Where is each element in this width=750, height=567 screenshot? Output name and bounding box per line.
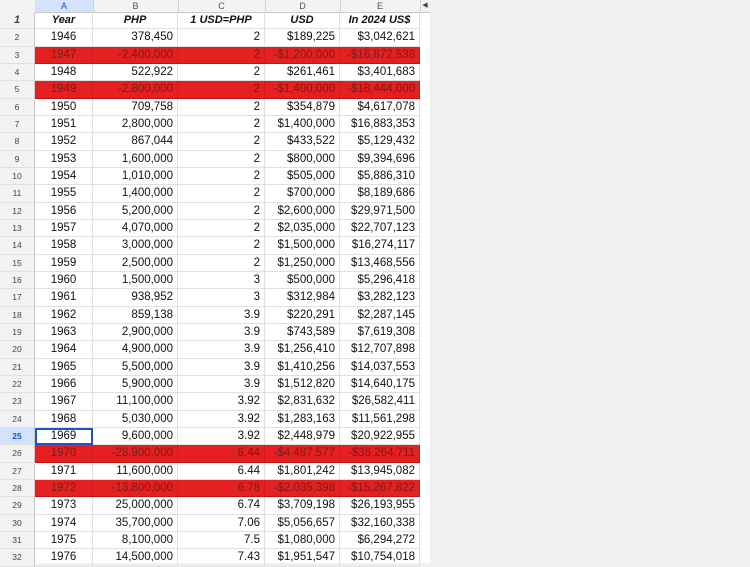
cell-php[interactable]: 4,900,000 (93, 341, 178, 358)
cell-rate[interactable]: 7.43 (178, 549, 265, 566)
cell-usd-2024[interactable]: $5,296,418 (340, 272, 420, 289)
cell-usd[interactable]: $189,225 (265, 29, 340, 46)
cell-year[interactable]: 1961 (35, 289, 93, 306)
cell-year[interactable]: 1971 (35, 463, 93, 480)
cell-usd[interactable]: $2,600,000 (265, 203, 340, 220)
cell-php[interactable]: 5,200,000 (93, 203, 178, 220)
row-number[interactable]: 1 (0, 12, 35, 29)
cell-year[interactable]: 1950 (35, 99, 93, 116)
cell-usd-2024[interactable]: $4,617,078 (340, 99, 420, 116)
cell-php[interactable]: 8,100,000 (93, 532, 178, 549)
cell-year[interactable]: 1952 (35, 133, 93, 150)
cell-usd[interactable]: $433,522 (265, 133, 340, 150)
row-number[interactable]: 19 (0, 324, 35, 341)
row-number[interactable]: 2 (0, 29, 35, 46)
table-row (0, 341, 430, 358)
row-number[interactable]: 3 (0, 47, 35, 64)
row-number[interactable]: 12 (0, 203, 35, 220)
cell-year[interactable]: 1957 (35, 220, 93, 237)
cell-rate[interactable]: 2 (178, 168, 265, 185)
cell-rate[interactable]: 6.44 (178, 463, 265, 480)
cell-usd-2024[interactable]: $2,287,145 (340, 307, 420, 324)
cell-rate[interactable]: 6.44 (178, 445, 265, 462)
header-usd-2024[interactable]: In 2024 US$ (340, 12, 420, 29)
cell-year[interactable]: 1954 (35, 168, 93, 185)
cell-rate[interactable]: 3.9 (178, 376, 265, 393)
cell-rate[interactable]: 3.9 (178, 324, 265, 341)
column-header-d[interactable]: D (265, 0, 341, 12)
table-row (0, 185, 430, 202)
cell-rate[interactable]: 3 (178, 272, 265, 289)
cell-year[interactable]: 1958 (35, 237, 93, 254)
cell-usd[interactable]: $354,879 (265, 99, 340, 116)
table-row (0, 220, 430, 237)
cell-year[interactable]: 1970 (35, 445, 93, 462)
cell-usd-2024[interactable]: $13,945,082 (340, 463, 420, 480)
cell-usd-2024[interactable]: $26,193,955 (340, 497, 420, 514)
row-number[interactable]: 20 (0, 341, 35, 358)
cell-usd[interactable]: $3,709,198 (265, 497, 340, 514)
cell-year[interactable]: 1951 (35, 116, 93, 133)
row-number[interactable]: 13 (0, 220, 35, 237)
table-row (0, 411, 430, 428)
table-row (0, 99, 430, 116)
cell-usd-2024[interactable]: $7,619,308 (340, 324, 420, 341)
cell-year[interactable]: 1974 (35, 515, 93, 532)
table-row (0, 307, 430, 324)
column-header-e[interactable]: E (340, 0, 421, 12)
cell-php[interactable]: 3,000,000 (93, 237, 178, 254)
table-row (0, 497, 430, 514)
cell-year[interactable]: 1975 (35, 532, 93, 549)
cell-usd[interactable]: $1,801,242 (265, 463, 340, 480)
cell-rate[interactable]: 2 (178, 220, 265, 237)
cell-php[interactable]: -28,900,000 (93, 445, 178, 462)
cell-usd[interactable]: $743,589 (265, 324, 340, 341)
cell-usd-2024[interactable]: $13,468,556 (340, 255, 420, 272)
row-number[interactable]: 15 (0, 255, 35, 272)
cell-rate[interactable]: 2 (178, 47, 265, 64)
row-number[interactable]: 27 (0, 463, 35, 480)
select-all-corner[interactable] (0, 0, 36, 12)
header-usd[interactable]: USD (265, 12, 340, 29)
cell-php[interactable]: 1,600,000 (93, 151, 178, 168)
table-row (0, 237, 430, 254)
cell-usd[interactable]: $1,400,000 (265, 116, 340, 133)
row-number[interactable]: 30 (0, 515, 35, 532)
cell-php[interactable]: 4,070,000 (93, 220, 178, 237)
cell-php[interactable]: -13,800,000 (93, 480, 178, 497)
table-row (0, 393, 430, 410)
row-number[interactable]: 8 (0, 133, 35, 150)
cell-php[interactable]: 938,952 (93, 289, 178, 306)
cell-rate[interactable]: 2 (178, 29, 265, 46)
cell-year[interactable]: 1948 (35, 64, 93, 81)
row-number[interactable]: 7 (0, 116, 35, 133)
cell-year[interactable]: 1963 (35, 324, 93, 341)
cell-usd[interactable]: $220,291 (265, 307, 340, 324)
cell-usd[interactable]: $1,951,547 (265, 549, 340, 566)
table-row (0, 532, 430, 549)
row-number[interactable]: 25 (0, 428, 35, 445)
cell-php[interactable]: -2,800,000 (93, 81, 178, 98)
cell-rate[interactable]: 3.9 (178, 307, 265, 324)
table-row (0, 133, 430, 150)
cell-usd[interactable]: -$1,400,000 (265, 81, 340, 98)
cell-rate[interactable]: 3 (178, 289, 265, 306)
row-number[interactable]: 24 (0, 411, 35, 428)
column-header-a[interactable]: A (35, 0, 94, 12)
triangle-left-icon[interactable]: ◀ (422, 2, 428, 9)
row-number[interactable]: 29 (0, 497, 35, 514)
cell-usd-2024[interactable]: $29,971,500 (340, 203, 420, 220)
cell-usd-2024[interactable]: $3,282,123 (340, 289, 420, 306)
cell-rate[interactable]: 3.92 (178, 411, 265, 428)
cell-usd-2024[interactable]: -$16,872,538 (340, 47, 420, 64)
cell-php[interactable]: 2,900,000 (93, 324, 178, 341)
cell-rate[interactable]: 3.92 (178, 428, 265, 445)
cell-usd-2024[interactable]: $26,582,411 (340, 393, 420, 410)
cell-rate[interactable]: 2 (178, 203, 265, 220)
cell-rate[interactable]: 2 (178, 185, 265, 202)
table-row (0, 168, 430, 185)
table-row (0, 549, 430, 566)
cell-year[interactable]: 1972 (35, 480, 93, 497)
cell-year[interactable]: 1956 (35, 203, 93, 220)
table-row-header (0, 12, 430, 29)
cell-usd[interactable]: $800,000 (265, 151, 340, 168)
cell-php[interactable]: 867,044 (93, 133, 178, 150)
cell-year[interactable]: 1965 (35, 359, 93, 376)
cell-usd[interactable]: $1,080,000 (265, 532, 340, 549)
cell-php[interactable]: 378,450 (93, 29, 178, 46)
cell-usd[interactable]: $1,256,410 (265, 341, 340, 358)
cell-rate[interactable]: 2 (178, 81, 265, 98)
row-number[interactable]: 10 (0, 168, 35, 185)
cell-rate[interactable]: 7.06 (178, 515, 265, 532)
cell-rate[interactable]: 2 (178, 151, 265, 168)
cell-usd-2024[interactable]: $3,401,683 (340, 64, 420, 81)
cell-usd[interactable]: $500,000 (265, 272, 340, 289)
cell-usd-2024[interactable]: -$15,267,822 (340, 480, 420, 497)
cell-year[interactable]: 1946 (35, 29, 93, 46)
cell-usd[interactable]: -$1,200,000 (265, 47, 340, 64)
cell-rate[interactable]: 3.92 (178, 393, 265, 410)
cell-year[interactable]: 1973 (35, 497, 93, 514)
cell-year[interactable]: 1964 (35, 341, 93, 358)
cell-usd[interactable]: $2,448,979 (265, 428, 340, 445)
row-number[interactable]: 18 (0, 307, 35, 324)
cell-usd[interactable]: -$4,487,577 (265, 445, 340, 462)
cell-rate[interactable]: 3.9 (178, 341, 265, 358)
cell-year[interactable]: 1969 (35, 428, 93, 445)
cell-rate[interactable]: 3.9 (178, 359, 265, 376)
cell-rate[interactable]: 2 (178, 116, 265, 133)
cell-usd[interactable]: $505,000 (265, 168, 340, 185)
cell-php[interactable]: 2,500,000 (93, 255, 178, 272)
table-row (0, 64, 430, 81)
cell-year[interactable]: 1953 (35, 151, 93, 168)
cell-usd[interactable]: $1,410,256 (265, 359, 340, 376)
cell-php[interactable]: 5,900,000 (93, 376, 178, 393)
cell-usd[interactable]: $1,512,820 (265, 376, 340, 393)
cell-year[interactable]: 1947 (35, 47, 93, 64)
cell-rate[interactable]: 2 (178, 255, 265, 272)
cell-php[interactable]: 14,500,000 (93, 549, 178, 566)
cell-usd[interactable]: $312,984 (265, 289, 340, 306)
cell-rate[interactable]: 2 (178, 237, 265, 254)
cell-usd-2024[interactable]: $5,886,310 (340, 168, 420, 185)
cell-usd-2024[interactable]: $10,754,018 (340, 549, 420, 566)
table-row (0, 376, 430, 393)
table-row (0, 81, 430, 98)
table-row (0, 463, 430, 480)
cell-rate[interactable]: 2 (178, 64, 265, 81)
row-number[interactable]: 5 (0, 81, 35, 98)
cell-year[interactable]: 1960 (35, 272, 93, 289)
cell-usd-2024[interactable]: $12,707,898 (340, 341, 420, 358)
cell-year[interactable]: 1967 (35, 393, 93, 410)
header-year[interactable]: Year (35, 12, 93, 29)
cell-usd[interactable]: $2,035,000 (265, 220, 340, 237)
cell-year[interactable]: 1966 (35, 376, 93, 393)
cell-php[interactable]: 2,800,000 (93, 116, 178, 133)
row-number[interactable]: 21 (0, 359, 35, 376)
table-row (0, 255, 430, 272)
table-row (0, 289, 430, 306)
row-number[interactable]: 28 (0, 480, 35, 497)
cell-usd-2024[interactable]: -$36,264,711 (340, 445, 420, 462)
column-header-b[interactable]: B (93, 0, 179, 12)
cell-php[interactable]: 5,030,000 (93, 411, 178, 428)
cell-year[interactable]: 1955 (35, 185, 93, 202)
cell-usd-2024[interactable]: $9,394,696 (340, 151, 420, 168)
header-rate[interactable]: 1 USD=PHP (178, 12, 265, 29)
cell-usd-2024[interactable]: $6,294,272 (340, 532, 420, 549)
cell-php[interactable]: 9,600,000 (93, 428, 178, 445)
cell-usd[interactable]: $700,000 (265, 185, 340, 202)
cell-usd-2024[interactable]: $16,274,117 (340, 237, 420, 254)
cell-usd-2024[interactable]: $8,189,686 (340, 185, 420, 202)
cell-usd-2024[interactable]: $11,561,298 (340, 411, 420, 428)
cell-usd[interactable]: $1,500,000 (265, 237, 340, 254)
cell-usd[interactable]: $1,250,000 (265, 255, 340, 272)
cell-php[interactable]: 11,100,000 (93, 393, 178, 410)
cell-php[interactable]: -2,400,000 (93, 47, 178, 64)
cell-usd-2024[interactable]: $14,037,553 (340, 359, 420, 376)
cell-php[interactable]: 709,758 (93, 99, 178, 116)
cell-year[interactable]: 1976 (35, 549, 93, 566)
row-number[interactable]: 14 (0, 237, 35, 254)
table-row (0, 272, 430, 289)
table-row (0, 480, 430, 497)
cell-usd-2024[interactable]: $5,129,432 (340, 133, 420, 150)
cell-php[interactable]: 1,010,000 (93, 168, 178, 185)
cell-php[interactable]: 35,700,000 (93, 515, 178, 532)
cell-usd-2024[interactable]: $32,160,338 (340, 515, 420, 532)
table-row (0, 203, 430, 220)
row-number[interactable]: 26 (0, 445, 35, 462)
table-row (0, 445, 430, 462)
cell-usd-2024[interactable]: $3,042,621 (340, 29, 420, 46)
cell-usd[interactable]: $1,283,163 (265, 411, 340, 428)
cell-year[interactable]: 1962 (35, 307, 93, 324)
cell-usd-2024[interactable]: $16,883,353 (340, 116, 420, 133)
row-number[interactable]: 17 (0, 289, 35, 306)
cell-php[interactable]: 5,500,000 (93, 359, 178, 376)
table-row (0, 359, 430, 376)
cell-php[interactable]: 1,500,000 (93, 272, 178, 289)
cell-usd-2024[interactable]: $20,922,955 (340, 428, 420, 445)
row-number[interactable]: 6 (0, 99, 35, 116)
cell-usd-2024[interactable]: $22,707,123 (340, 220, 420, 237)
cell-year[interactable]: 1968 (35, 411, 93, 428)
cell-usd-2024[interactable]: -$18,444,000 (340, 81, 420, 98)
row-number[interactable]: 16 (0, 272, 35, 289)
cell-rate[interactable]: 6.78 (178, 480, 265, 497)
cell-usd-2024[interactable]: $14,640,175 (340, 376, 420, 393)
column-header-c[interactable]: C (178, 0, 266, 12)
cell-year[interactable]: 1959 (35, 255, 93, 272)
cell-php[interactable]: 11,600,000 (93, 463, 178, 480)
cell-rate[interactable]: 2 (178, 133, 265, 150)
row-number[interactable]: 9 (0, 151, 35, 168)
cell-usd[interactable]: $2,831,632 (265, 393, 340, 410)
table-row (0, 428, 430, 445)
row-number[interactable]: 4 (0, 64, 35, 81)
table-row (0, 324, 430, 341)
cell-php[interactable]: 25,000,000 (93, 497, 178, 514)
row-number[interactable]: 32 (0, 549, 35, 566)
row-number[interactable]: 23 (0, 393, 35, 410)
cell-usd[interactable]: $5,056,657 (265, 515, 340, 532)
cell-php[interactable]: 1,400,000 (93, 185, 178, 202)
cell-rate[interactable]: 7.5 (178, 532, 265, 549)
cell-usd[interactable]: -$2,035,398 (265, 480, 340, 497)
cell-php[interactable]: 859,138 (93, 307, 178, 324)
header-php[interactable]: PHP (93, 12, 178, 29)
row-number[interactable]: 22 (0, 376, 35, 393)
table-row (0, 515, 430, 532)
cell-year[interactable]: 1949 (35, 81, 93, 98)
table-row (0, 116, 430, 133)
cell-rate[interactable]: 2 (178, 99, 265, 116)
cell-php[interactable]: 522,922 (93, 64, 178, 81)
table-row (0, 151, 430, 168)
table-row (0, 29, 430, 46)
cell-rate[interactable]: 6.74 (178, 497, 265, 514)
row-number[interactable]: 31 (0, 532, 35, 549)
row-number[interactable]: 11 (0, 185, 35, 202)
cell-usd[interactable]: $261,461 (265, 64, 340, 81)
table-row (0, 47, 430, 64)
